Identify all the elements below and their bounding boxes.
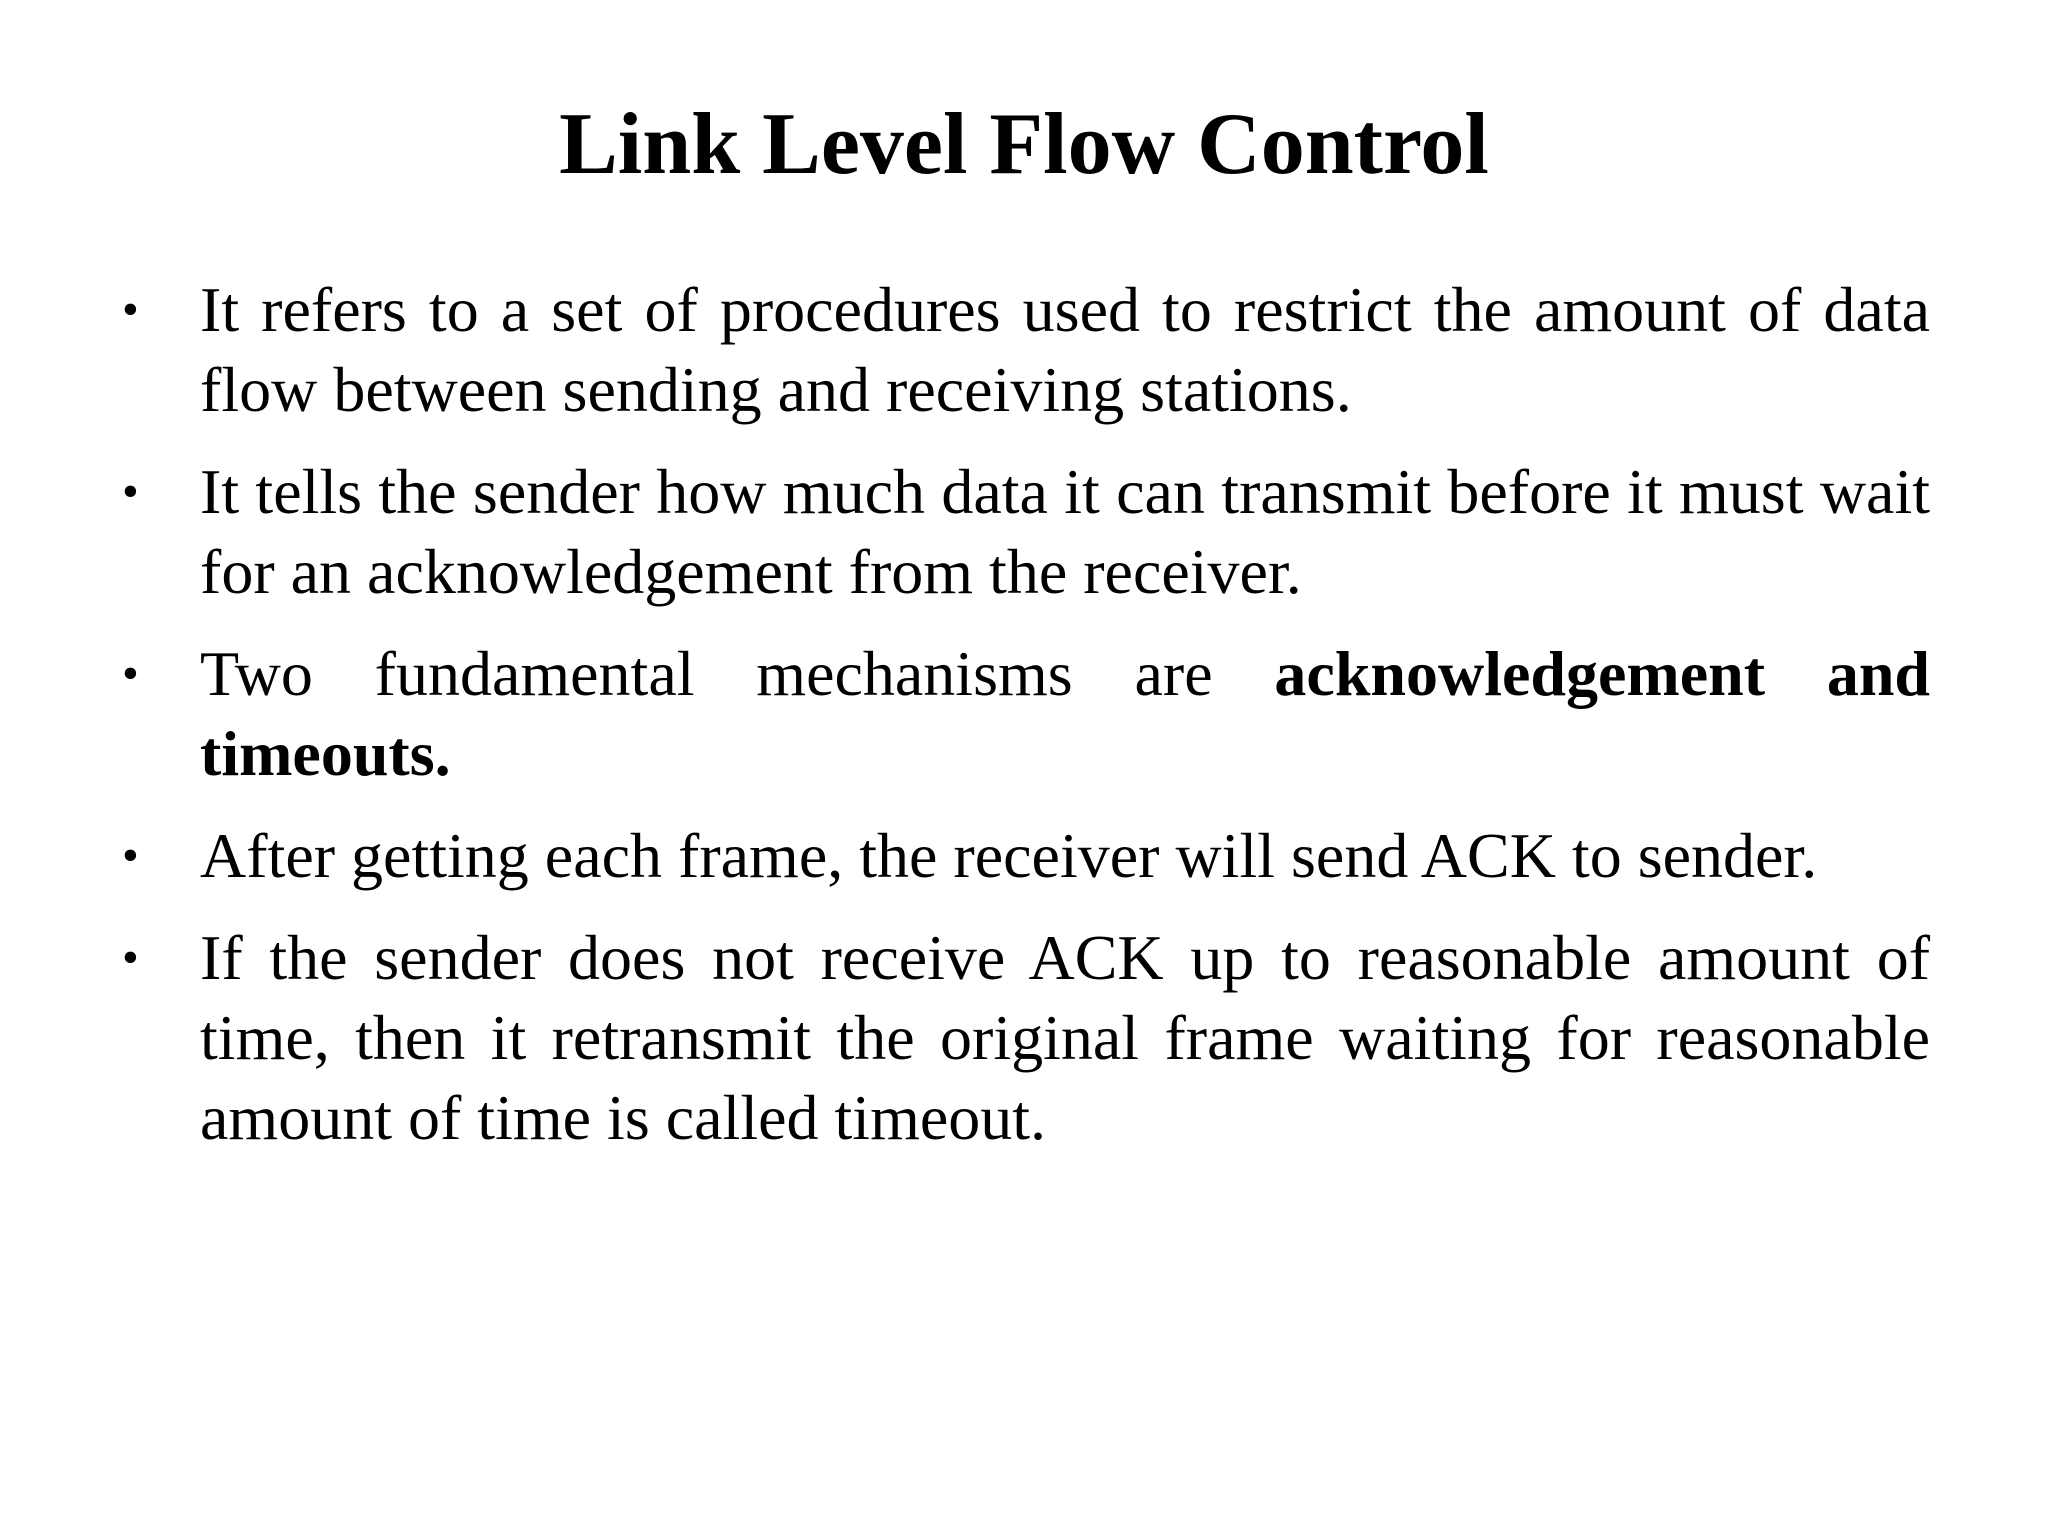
bullet-marker: • bbox=[122, 829, 139, 882]
bullet-item bbox=[122, 634, 1931, 794]
bullet-marker: • bbox=[122, 647, 139, 700]
bullet-item bbox=[122, 452, 1930, 612]
bullet-marker: • bbox=[122, 283, 139, 336]
bullet-text: Two fundamental mechanisms are bbox=[200, 638, 1275, 709]
bullet-item bbox=[122, 270, 1930, 430]
bullet-marker: • bbox=[122, 931, 139, 984]
bullet-item bbox=[122, 816, 1930, 896]
bullet-bold-text: acknowledgement and timeouts. bbox=[200, 638, 1931, 789]
bullet-text: It tells the sender how much data it can transmit before it must wait for an acknowledgement from the receiver. bbox=[200, 456, 1930, 607]
bullet-text: It refers to a set of procedures used to restrict the amount of data flow between sending and receiving stations. bbox=[200, 274, 1930, 425]
bullet-text: If the sender does not receive ACK up to reasonable amount of time, then it retransmit the original frame waiting for reasonable amount of time is called timeout. bbox=[200, 922, 1930, 1153]
bullet-list bbox=[122, 270, 1931, 1180]
bullet-item bbox=[122, 918, 1930, 1158]
bullet-text: After getting each frame, the receiver will send ACK to sender. bbox=[200, 820, 1818, 891]
bullet-marker: • bbox=[122, 465, 139, 518]
slide-title: Link Level Flow Control bbox=[559, 96, 1489, 193]
